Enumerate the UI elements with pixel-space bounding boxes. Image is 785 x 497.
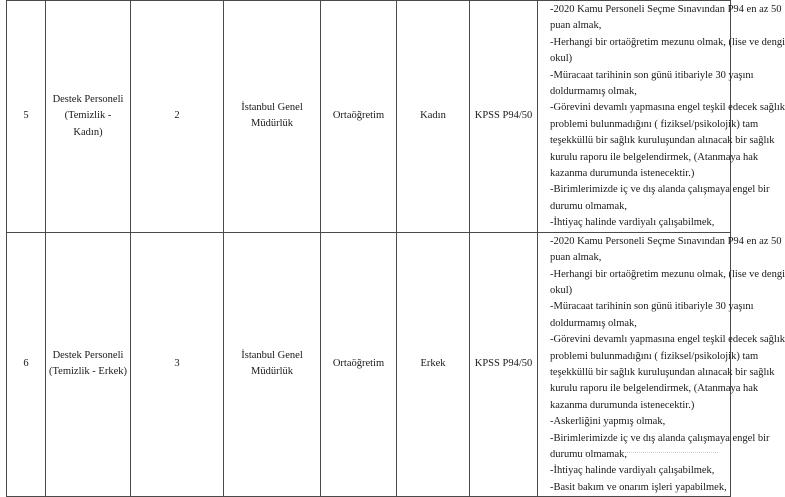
- unit-cell: [224, 232, 321, 497]
- position-title-cell: [46, 232, 131, 497]
- position-title-cell: [46, 1, 131, 233]
- job-requirements-table: [6, 0, 785, 497]
- requirement-line: -Müracaat tarihinin son günü itibariyle 30 yaşını: [550, 301, 754, 313]
- requirement-line: kazanma durumunda istenecektir.): [550, 399, 695, 411]
- row-number: 5: [23, 110, 29, 122]
- requirement-line: problemi bulunmadığını ( fiziksel/psikolojik) tam: [550, 118, 759, 130]
- kpss-score-type: KPSS P94/50: [474, 110, 533, 122]
- requirement-line: okul): [550, 284, 573, 296]
- requirement-line: durumu olmamak,: [550, 448, 627, 460]
- gender-cell: [397, 1, 470, 233]
- kpss-cell: [470, 232, 538, 497]
- requirement-line: teşekküllü bir sağlık kuruluşundan alınacak bir sağlık: [550, 135, 775, 147]
- row-number-cell: [7, 1, 46, 233]
- page-edge-mark: [568, 452, 718, 463]
- requirements-cell: [538, 1, 785, 233]
- gender: Kadın: [420, 110, 446, 122]
- education-level: Ortaöğretim: [332, 110, 385, 122]
- unit-name: İstanbul Genel Müdürlük: [241, 101, 303, 130]
- requirement-line: kazanma durumunda istenecektir.): [550, 168, 695, 180]
- requirement-line: -2020 Kamu Personeli Seçme Sınavından P94 en az 50: [550, 4, 782, 15]
- requirement-line: -Görevini devamlı yapmasına engel teşkil edecek sağlık: [550, 102, 785, 114]
- requirement-line: doldurmamış olmak,: [550, 317, 637, 329]
- requirement-line: -Birimlerimizde iç ve dış alanda çalışmaya engel bir: [550, 184, 770, 196]
- kpss-score-type: KPSS P94/50: [474, 358, 533, 370]
- requirement-line: teşekküllü bir sağlık kuruluşundan alınacak bir sağlık: [550, 366, 775, 378]
- requirement-line: kurulu raporu ile belgelendirmek, (Atanmaya hak: [550, 151, 759, 163]
- requirement-line: -Herhangi bir ortaöğretim mezunu olmak, (lise ve dengi: [550, 268, 785, 280]
- row-number: 6: [23, 358, 29, 370]
- requirement-line: -Görevini devamlı yapmasına engel teşkil edecek sağlık: [550, 334, 785, 346]
- requirement-line: -Basit bakım ve onarım işleri yapabilmek,: [550, 481, 727, 493]
- education-cell: [321, 1, 397, 233]
- quota-count: 3: [174, 358, 180, 370]
- quota-cell: [131, 232, 224, 497]
- requirement-line: -İhtiyaç halinde vardiyalı çalışabilmek,: [550, 217, 715, 229]
- requirement-line: kurulu raporu ile belgelendirmek, (Atanmaya hak: [550, 383, 759, 395]
- requirement-line: puan almak,: [550, 20, 602, 32]
- education-level: Ortaöğretim: [332, 358, 385, 370]
- quota-count: 2: [174, 110, 180, 122]
- unit-name: İstanbul Genel Müdürlük: [241, 350, 303, 378]
- quota-cell: [131, 1, 224, 233]
- unit-cell: [224, 1, 321, 233]
- row-number-cell: [7, 232, 46, 497]
- requirement-line: durumu olmamak,: [550, 200, 627, 212]
- gender: Erkek: [420, 358, 446, 370]
- requirement-line: -Askerliğini yapmış olmak,: [550, 416, 666, 428]
- kpss-cell: [470, 1, 538, 233]
- gender-cell: [397, 232, 470, 497]
- requirement-line: puan almak,: [550, 252, 602, 264]
- education-cell: [321, 232, 397, 497]
- requirement-line: -Müracaat tarihinin son günü itibariyle 30 yaşını: [550, 69, 754, 81]
- position-title: Destek Personeli (Temizlik - Kadın): [52, 93, 124, 138]
- document-page: [6, 0, 785, 493]
- requirement-line: problemi bulunmadığını ( fiziksel/psikolojik) tam: [550, 350, 759, 362]
- requirement-line: doldurmamış olmak,: [550, 86, 637, 98]
- requirement-line: -İhtiyaç halinde vardiyalı çalışabilmek,: [550, 465, 715, 477]
- requirement-line: okul): [550, 53, 573, 65]
- requirement-line: -2020 Kamu Personeli Seçme Sınavından P94 en az 50: [550, 235, 782, 247]
- position-title: Destek Personeli (Temizlik - Erkek): [49, 350, 127, 378]
- requirement-line: -Herhangi bir ortaöğretim mezunu olmak, (lise ve dengi: [550, 36, 785, 48]
- requirement-line: -Birimlerimizde iç ve dış alanda çalışmaya engel bir: [550, 432, 770, 444]
- table-row: [7, 1, 731, 233]
